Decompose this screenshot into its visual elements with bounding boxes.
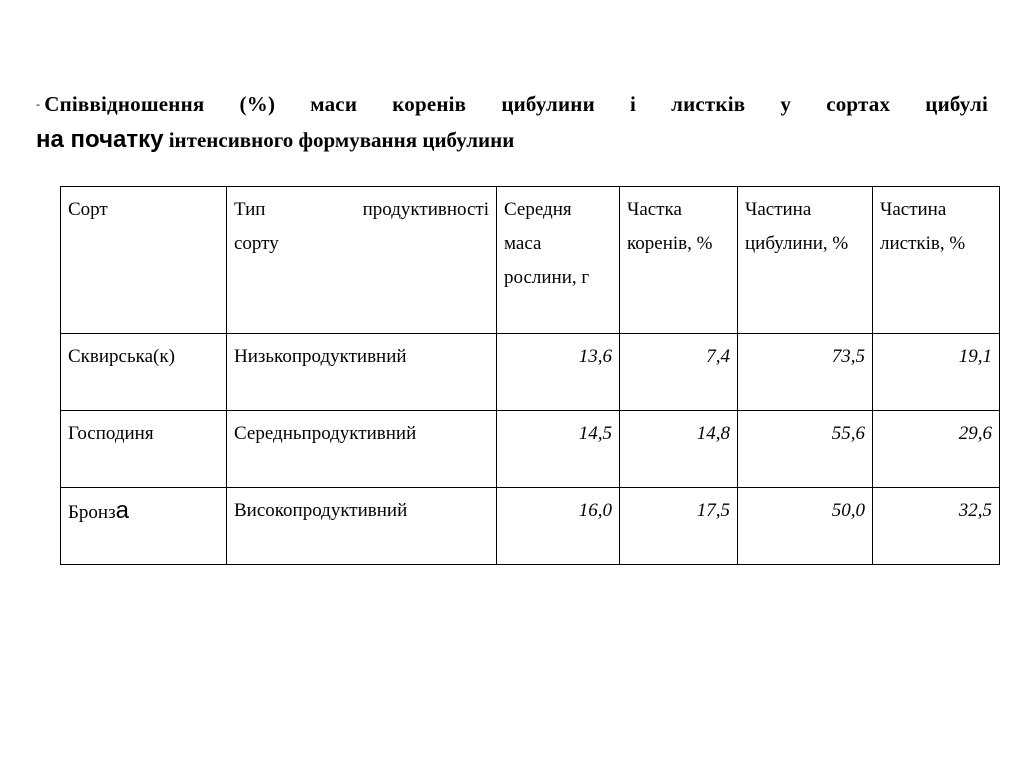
cell-roots: 17,5 [620,488,738,565]
table-row [61,334,1000,411]
header-roots-text: Частка коренів, % [627,199,713,254]
cell-leaves: 32,5 [873,488,1000,565]
header-leaves [873,187,1000,334]
cell-bulb: 55,6 [738,411,873,488]
header-bulb-text: Частина цибулини, % [745,199,849,254]
header-roots [620,187,738,334]
cell-sort [61,488,227,565]
heading-emphasis: на початку [36,126,164,153]
cell-leaves: 19,1 [873,334,1000,411]
cell-bulb: 73,5 [738,334,873,411]
cell-type: Високопродуктивний [227,488,497,565]
cell-sort: Господиня [61,411,227,488]
cell-leaves: 29,6 [873,411,1000,488]
heading-line-2-text: інтенсивного формування цибулини [163,128,515,152]
cell-avg-mass: 16,0 [497,488,620,565]
cell-roots: 7,4 [620,334,738,411]
header-avg-mass-text: Середня маса рослини, г [504,199,590,288]
slide-heading [36,86,988,158]
heading-dash: - [36,97,41,111]
table-row [61,411,1000,488]
table-header-row [61,187,1000,334]
cell-avg-mass: 13,6 [497,334,620,411]
heading-line-1 [36,86,988,122]
header-leaves-text: Частина листків, % [880,199,966,254]
header-type-word-3: сорту [234,233,279,254]
header-type [227,187,497,334]
table-row [61,488,1000,565]
header-type-word-1: Тип [234,199,266,220]
cell-roots: 14,8 [620,411,738,488]
heading-line-1-text: Співвідношення (%) маси коренів цибулини і листків у сортах цибулі [44,92,988,116]
heading-line-2 [36,122,988,158]
header-sort [61,187,227,334]
cell-avg-mass: 14,5 [497,411,620,488]
header-bulb [738,187,873,334]
onion-varieties-table [60,186,1000,565]
cell-sort-main: Бронз [68,502,116,523]
cell-type: Низькопродуктивний [227,334,497,411]
cell-bulb: 50,0 [738,488,873,565]
header-type-word-2: продуктивності [362,199,489,220]
header-sort-text: Сорт [68,199,108,220]
header-avg-mass [497,187,620,334]
cell-sort: Сквирська(к) [61,334,227,411]
cell-sort-tail: а [115,497,129,524]
header-type-first-line [234,193,489,227]
cell-type: Середньпродуктивний [227,411,497,488]
